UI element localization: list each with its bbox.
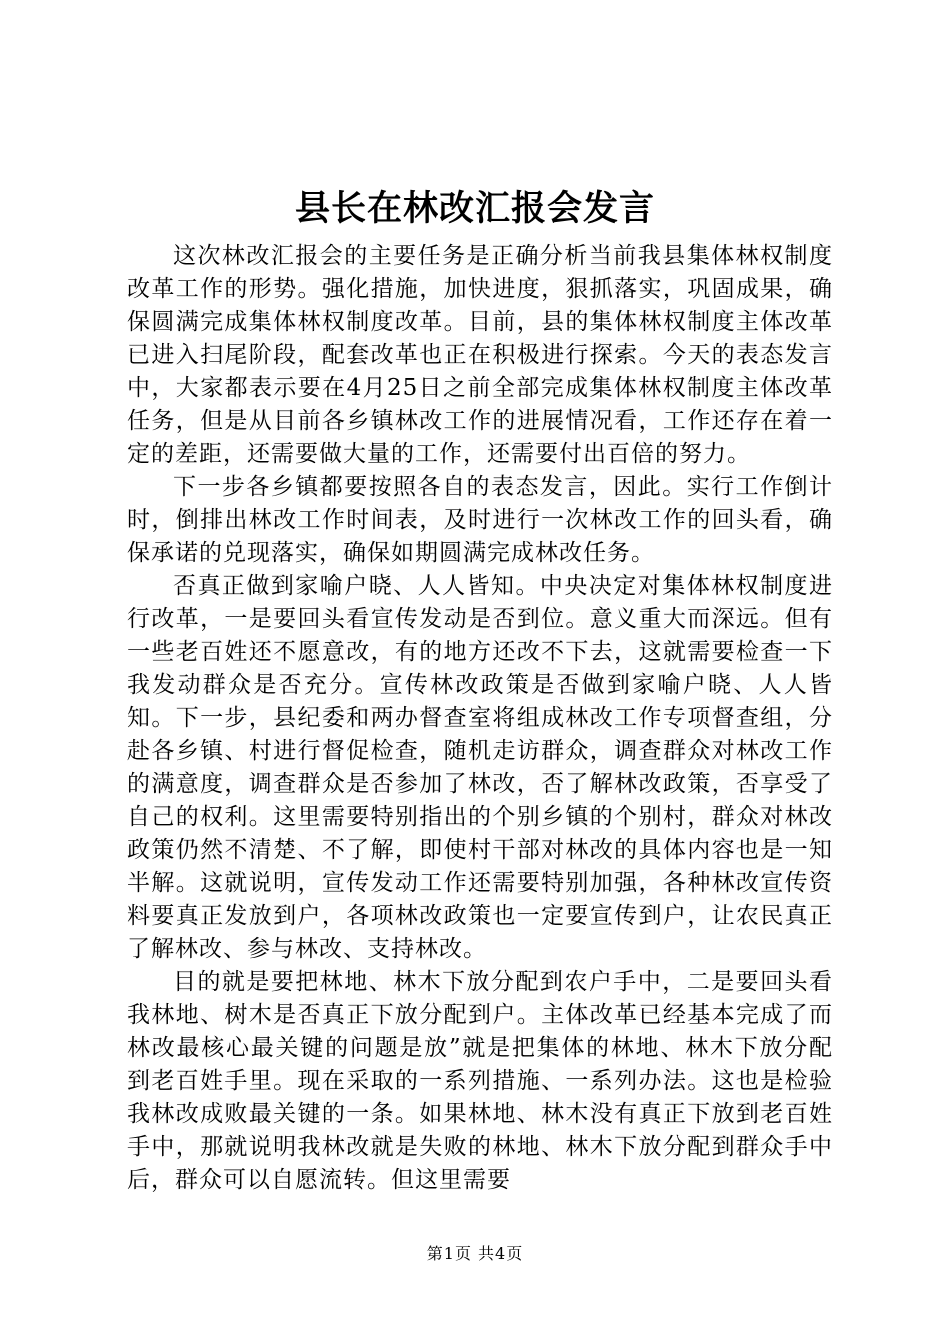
paragraph: 这次林改汇报会的主要任务是正确分析当前我县集体林权制度改革工作的形势。强化措施，加快进度，狠抓落实，巩固成果，确保圆满完成集体林权制度改革。目前，县的集体林权制度主体改革已进入扫尾阶段，配套改革也正在积极进行探索。今天的表态发言中，大家都表示要在4月25日之前全部完成集体林权制度主体改革任务，但是从目前各乡镇林改工作的进展情况看，工作还存在着一定的差距，还需要做大量的工作，还需要付出百倍的努力。 xyxy=(127,243,833,467)
document-title: 县长在林改汇报会发言 xyxy=(294,188,655,229)
paragraph: 下一步各乡镇都要按照各自的表态发言，因此。实行工作倒计时，倒排出林改工作时间表，及时进行一次林改工作的回头看，确保承诺的兑现落实，确保如期圆满完成林改任务。 xyxy=(127,474,833,566)
paragraph: 目的就是要把林地、林木下放分配到农户手中，二是要回头看我林地、树木是否真正下放分配到户。主体改革已经基本完成了而林改最核心最关键的问题是放”就是把集体的林地、林木下放分配到老百姓手里。现在采取的一系列措施、一系列办法。这也是检验我林改成败最关键的一条。如果林地、林木没有真正下放到老百姓手中，那就说明我林改就是失败的林地、林木下放分配到群众手中后，群众可以自愿流转。但这里需要 xyxy=(127,969,833,1193)
paragraph: 否真正做到家喻户晓、人人皆知。中央决定对集体林权制度进行改革，一是要回头看宣传发动是否到位。意义重大而深远。但有一些老百姓还不愿意改，有的地方还改不下去，这就需要检查一下我发动群众是否充分。宣传林改政策是否做到家喻户晓、人人皆知。下一步，县纪委和两办督查室将组成林改工作专项督查组，分赴各乡镇、村进行督促检查，随机走访群众，调查群众对林改工作的满意度，调查群众是否参加了林改，否了解林改政策，否享受了自己的权利。这里需要特别指出的个别乡镇的个别村，群众对林改政策仍然不清楚、不了解，即使村干部对林改的具体内容也是一知半解。这就说明，宣传发动工作还需要特别加强，各种林改宣传资料要真正发放到户，各项林改政策也一定要宣传到户，让农民真正了解林改、参与林改、支持林改。 xyxy=(127,573,833,962)
page-footer: 第1页 共4页 xyxy=(426,1244,524,1263)
document-body xyxy=(127,240,833,1197)
